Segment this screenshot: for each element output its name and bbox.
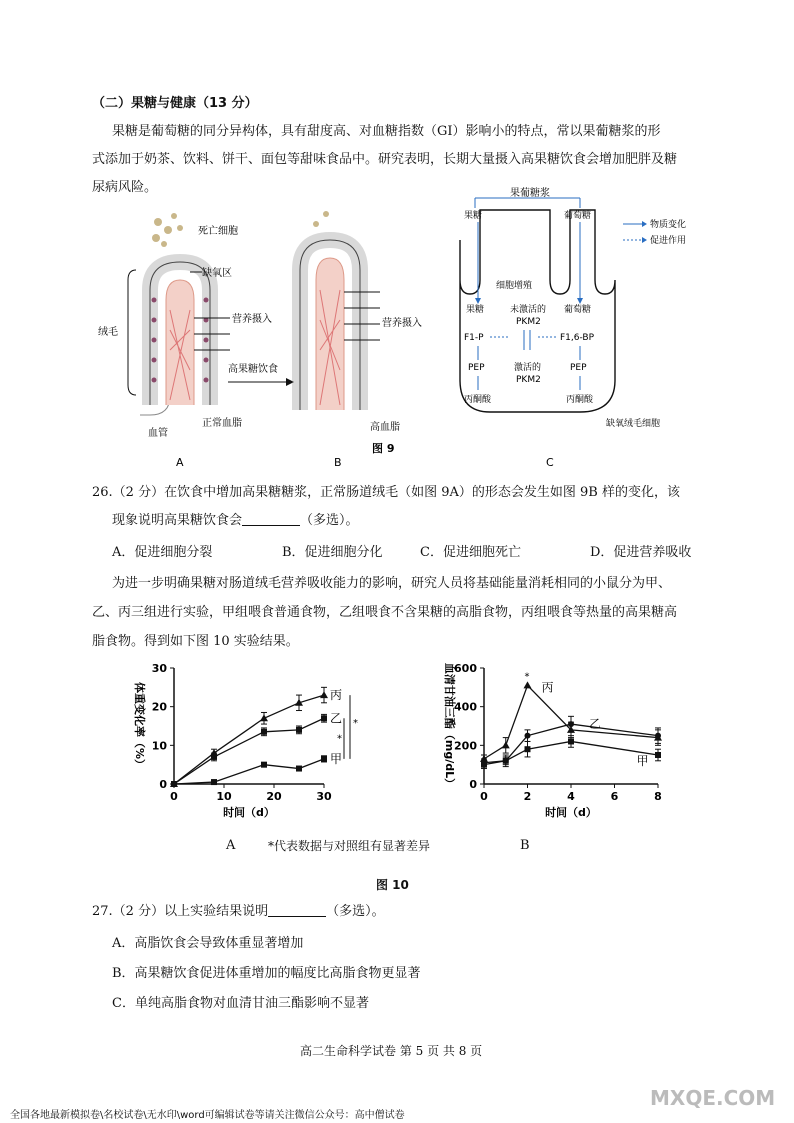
fig9-panel-b bbox=[300, 211, 422, 469]
q26-stem-1: 26.（2 分）在饮食中增加高果糖糖浆，正常肠道绒毛（如图 9A）的形态会发生如图 9B 样的变化，该 bbox=[92, 485, 680, 500]
svg-text:丙酮酸: 丙酮酸 bbox=[464, 395, 492, 405]
data-point-乙 bbox=[525, 733, 531, 739]
fig9-panel-a bbox=[98, 213, 272, 469]
c-glucose-top: 葡萄糖 bbox=[564, 211, 592, 221]
svg-text:高果糖饮食: 高果糖饮食 bbox=[228, 364, 278, 375]
label-vessel: 血管 bbox=[148, 428, 168, 439]
fig10-chart-a bbox=[118, 660, 368, 830]
x-tick-label: 2 bbox=[523, 790, 532, 803]
x-axis-label: 时间（d） bbox=[223, 806, 275, 819]
svg-text:PKM2: PKM2 bbox=[516, 317, 541, 327]
experiment-line-2: 乙、丙三组进行实验，甲组喂食普通食物，乙组喂食不含果糖的高脂食物，丙组喂食等热量的高果糖高 bbox=[92, 605, 678, 620]
fig9-a-label: A bbox=[176, 456, 184, 469]
svg-text:细胞增殖: 细胞增殖 bbox=[496, 281, 533, 291]
q27-stem: 27.（2 分）以上实验结果说明 （多选）。 bbox=[92, 904, 385, 919]
label-hypoxia: 缺氧区 bbox=[202, 268, 232, 279]
label-nutrient-b: 营养摄入 bbox=[382, 318, 422, 329]
significance-mark: * bbox=[353, 718, 358, 729]
section-title: （二）果糖与健康（13 分） bbox=[92, 96, 258, 111]
data-point-甲 bbox=[171, 781, 177, 787]
data-point-甲 bbox=[655, 752, 661, 758]
q27-answer-blank[interactable] bbox=[268, 902, 326, 917]
x-tick-label: 10 bbox=[216, 790, 232, 803]
fig10-caption: 图 10 bbox=[376, 878, 409, 892]
q26-option-b[interactable]: B．促进细胞分化 bbox=[282, 545, 383, 560]
data-point-甲 bbox=[525, 746, 531, 752]
fig10-a-label: A bbox=[226, 838, 236, 853]
x-tick-label: 8 bbox=[654, 790, 662, 803]
x-tick-label: 20 bbox=[266, 790, 282, 803]
x-tick-label: 4 bbox=[567, 790, 575, 803]
svg-text:PEP: PEP bbox=[468, 363, 485, 373]
intro-line-2: 式添加于奶茶、饮料、饼干、面包等甜味食品中。研究表明，长期大量摄入高果糖饮食会增加肥胖及糖 bbox=[92, 152, 678, 167]
label-dead-cells: 死亡细胞 bbox=[198, 226, 238, 237]
fig9-panel-c bbox=[454, 186, 686, 469]
bottom-banner: 全国各地最新模拟卷\名校试卷\无水印\word可编辑试卷等请关注微信公众号：高中僧试卷 bbox=[10, 1110, 405, 1121]
data-point-乙 bbox=[261, 729, 267, 735]
svg-text:葡萄糖: 葡萄糖 bbox=[564, 305, 592, 315]
fig9-caption: 图 9 bbox=[372, 442, 395, 455]
series-label: 乙 bbox=[330, 711, 343, 726]
label-high-lipid: 高血脂 bbox=[370, 422, 400, 433]
svg-text:PKM2: PKM2 bbox=[516, 375, 541, 385]
series-label: 乙 bbox=[589, 717, 602, 732]
y-tick-label: 30 bbox=[151, 662, 167, 675]
fig9-b-label: B bbox=[334, 456, 342, 469]
data-point-乙 bbox=[655, 733, 661, 739]
y-tick-label: 0 bbox=[469, 778, 477, 791]
svg-text:物质变化: 物质变化 bbox=[650, 220, 687, 230]
data-point-乙 bbox=[568, 721, 574, 727]
svg-text:F1,6-BP: F1,6-BP bbox=[560, 333, 595, 343]
q26-stem-2: 现象说明高果糖饮食会 （多选）。 bbox=[112, 513, 359, 528]
data-point-丙 bbox=[502, 741, 510, 748]
data-point-丙 bbox=[320, 691, 328, 698]
svg-text:PEP: PEP bbox=[570, 363, 587, 373]
fig10-chart-b bbox=[408, 660, 678, 830]
site-logo: MXQE.COM bbox=[650, 1086, 776, 1110]
x-tick-label: 6 bbox=[610, 790, 619, 803]
data-point-甲 bbox=[568, 738, 574, 744]
c-hypoxic-cell: 缺氧绒毛细胞 bbox=[606, 419, 661, 429]
q27-option-a[interactable]: A．高脂饮食会导致体重显著增加 bbox=[112, 936, 304, 951]
intro-line-3: 尿病风险。 bbox=[92, 180, 158, 195]
data-point-甲 bbox=[261, 762, 267, 768]
y-tick-label: 400 bbox=[454, 700, 477, 714]
experiment-line-3: 脂食物。得到如下图 10 实验结果。 bbox=[92, 634, 299, 649]
q26-answer-blank[interactable] bbox=[242, 511, 300, 526]
high-fructose-arrow bbox=[228, 362, 294, 386]
q26-option-c[interactable]: C．促进细胞死亡 bbox=[420, 545, 521, 560]
q27-option-b[interactable]: B．高果糖饮食促进体重增加的幅度比高脂食物更显著 bbox=[112, 966, 421, 981]
figure-9 bbox=[90, 188, 710, 472]
svg-text:未激活的: 未激活的 bbox=[510, 305, 547, 315]
data-point-甲 bbox=[481, 762, 487, 768]
data-point-丙 bbox=[524, 681, 532, 688]
label-normal-lipid: 正常血脂 bbox=[202, 418, 242, 429]
y-tick-label: 600 bbox=[454, 662, 477, 675]
q27-option-c[interactable]: C．单纯高脂食物对血清甘油三酯影响不显著 bbox=[112, 996, 369, 1011]
label-villus: 绒毛 bbox=[98, 327, 118, 338]
y-axis-label: 体重变化率（%） bbox=[133, 681, 146, 771]
x-tick-label: 30 bbox=[316, 790, 332, 803]
data-point-丙 bbox=[260, 714, 268, 721]
data-point-甲 bbox=[503, 758, 509, 764]
c-fructose-top: 果糖 bbox=[464, 211, 483, 221]
svg-text:促进作用: 促进作用 bbox=[650, 236, 687, 246]
significance-mark: * bbox=[524, 671, 530, 683]
series-label: 甲 bbox=[330, 751, 343, 766]
significance-mark: * bbox=[337, 733, 342, 745]
fig9-c-label: C bbox=[546, 456, 554, 469]
data-point-乙 bbox=[296, 727, 302, 733]
data-point-乙 bbox=[321, 715, 327, 721]
y-tick-label: 20 bbox=[151, 700, 167, 714]
svg-text:激活的: 激活的 bbox=[514, 363, 542, 373]
y-axis-label: 血清甘油三酯（mg/dL） bbox=[443, 662, 456, 790]
svg-text:F1-P: F1-P bbox=[464, 333, 484, 343]
fig10-note: *代表数据与对照组有显著差异 bbox=[268, 839, 431, 853]
series-label: 甲 bbox=[636, 753, 649, 768]
fig10-b-label: B bbox=[520, 838, 530, 853]
q26-option-d[interactable]: D．促进营养吸收 bbox=[590, 545, 692, 560]
q26-option-a[interactable]: A．促进细胞分裂 bbox=[112, 545, 213, 560]
y-tick-label: 10 bbox=[151, 739, 167, 753]
data-point-甲 bbox=[211, 779, 217, 785]
x-axis-label: 时间（d） bbox=[545, 806, 597, 819]
page-footer: 高二生命科学试卷 第 5 页 共 8 页 bbox=[300, 1044, 483, 1058]
label-nutrient-a: 营养摄入 bbox=[232, 314, 272, 325]
y-tick-label: 0 bbox=[159, 778, 167, 791]
data-point-乙 bbox=[211, 754, 217, 760]
svg-text:丙酮酸: 丙酮酸 bbox=[566, 395, 594, 405]
series-label: 丙 bbox=[330, 688, 343, 703]
svg-text:果糖: 果糖 bbox=[466, 305, 485, 315]
intro-line-1: 果糖是葡萄糖的同分异构体，具有甜度高、对血糖指数（GI）影响小的特点，常以果葡糖浆的形 bbox=[112, 124, 661, 139]
data-point-甲 bbox=[296, 766, 302, 772]
data-point-甲 bbox=[321, 756, 327, 762]
x-tick-label: 0 bbox=[170, 790, 178, 803]
series-label: 丙 bbox=[541, 680, 554, 695]
y-tick-label: 200 bbox=[454, 739, 477, 753]
dead-cells-cluster bbox=[152, 213, 183, 247]
svg-text:果葡糖浆: 果葡糖浆 bbox=[510, 188, 550, 199]
experiment-line-1: 为进一步明确果糖对肠道绒毛营养吸收能力的影响，研究人员将基础能量消耗相同的小鼠分为甲、 bbox=[112, 576, 672, 591]
x-tick-label: 0 bbox=[480, 790, 488, 803]
